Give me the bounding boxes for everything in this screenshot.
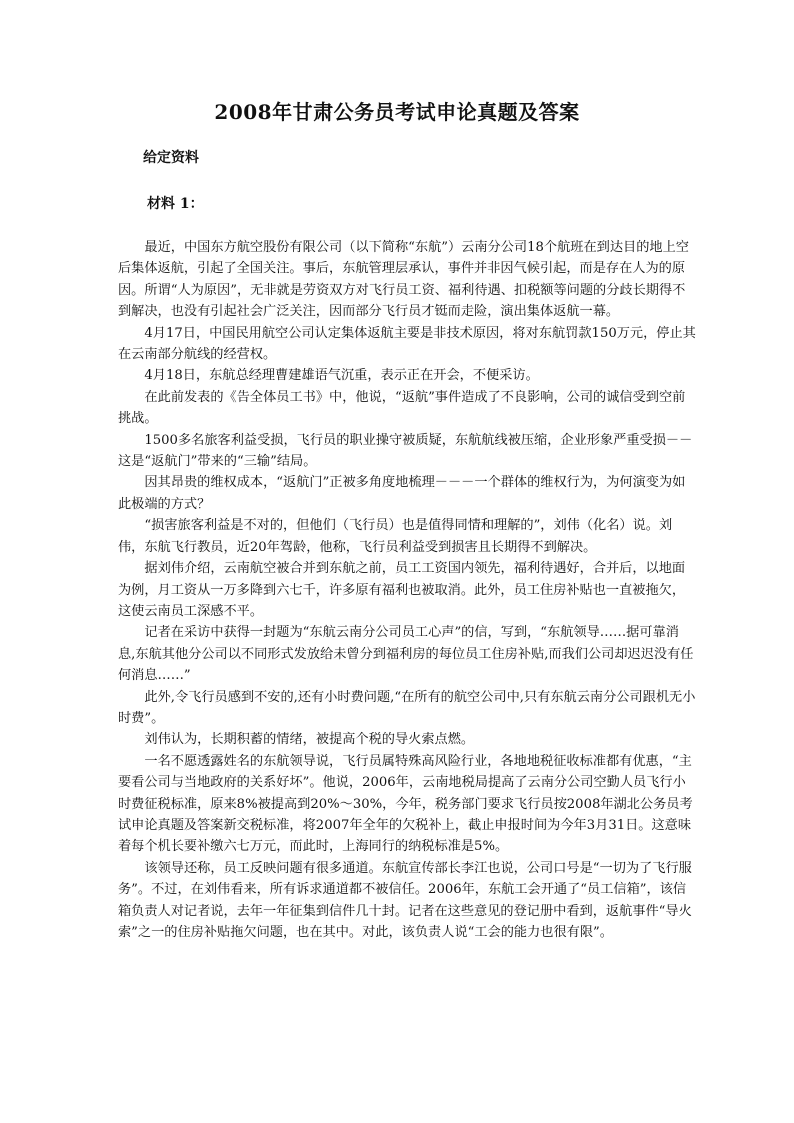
paragraph: 4月17日，中国民用航空公司认定集体返航主要是非技术原因，将对东航罚款150万元，停止其在云南部分航线的经营权。 [118,325,696,363]
paragraph: 一名不愿透露姓名的东航领导说，飞行员属特殊高风险行业，各地地税征收标准都有优惠，“主要看公司与当地政府的关系好坏”。他说，2006年，云南地税局提高了云南分公司空勤人员飞行小时费征税标准，原来8%被提高到20%～30%，今年，税务部门要求飞行员按2008年湖北公务员考试申论真题及答案新交税标准，将2007年全年的欠税补上，截止申报时间为今年3月31日。这意味着每个机长要补缴六七万元，而此时，上海同行的纳税标准是5%。 [118,753,693,855]
paragraph: 4月18日，东航总经理曹建雄语气沉重，表示正在开会，不便采访。 [144,368,539,384]
subsection-heading: 材料 1： [147,196,204,212]
paragraph: “损害旅客利益是不对的，但他们（飞行员）也是值得同情和理解的”，刘伟（化名）说。刘伟，东航飞行教员，近20年驾龄，他称，飞行员利益受到损害且长期得不到解决。 [118,518,673,555]
paragraph: 据刘伟介绍，云南航空被合并到东航之前，员工工资国内领先，福利待遇好，合并后，以地面为例，月工资从一万多降到六七千，许多原有福利也被取消。此外，员工住房补贴也一直被拖欠，这使云南员工深感不平。 [118,561,686,619]
paragraph: 在此前发表的《告全体员工书》中，他说，“返航”事件造成了不良影响，公司的诚信受到空前挑战。 [118,389,686,427]
paragraph: 该领导还称，员工反映问题有很多通道。东航宣传部长李江也说，公司口号是“一切为了飞行服务”。不过，在刘伟看来，所有诉求通道都不被信任。2006年，东航工会开通了“员工信箱”，该信箱负责人对记者说，去年一年征集到信件几十封。记者在这些意见的登记册中看到，返航事件“导火索”之一的住房补贴拖欠问题，也在其中。对此，该负责人说“工会的能力也很有限”。 [118,860,692,940]
document-title: 2008年甘肃公务员考试申论真题及答案 [214,100,580,124]
paragraph: 1500多名旅客利益受损，飞行员的职业操守被质疑，东航航线被压缩，企业形象严重受损－－这是“返航门”带来的“三输”结局。 [118,432,693,470]
paragraph: 记者在采访中获得一封题为“东航云南分公司员工心声”的信，写到，“东航领导……据可靠消息,东航其他分公司以不同形式发放给未曾分到福利房的每位员工住房补贴,而我们公司却迟迟没有任何消息……” [118,625,694,684]
paragraph: 最近，中国东方航空股份有限公司（以下简称“东航”）云南分公司18个航班在到达目的地上空后集体返航，引起了全国关注。事后，东航管理层承认，事件并非因气候引起，而是存在人为的原因。所谓“人为原因”，无非就是劳资双方对飞行员工资、福利待遇、扣税额等问题的分歧长期得不到解决，也没有引起社会广泛关注，因而部分飞行员才铤而走险，演出集体返航一幕。 [118,240,689,320]
paragraph: 因其昂贵的维权成本，“返航门”正被多角度地梳理－－－一个群体的维权行为，为何演变为如此极端的方式？ [118,475,686,512]
body-text [118,237,696,943]
paragraph: 刘伟认为，长期积蓄的情绪，被提高个税的导火索点燃。 [144,732,475,748]
section-heading: 给定资料 [143,150,199,166]
paragraph: 此外,令飞行员感到不安的,还有小时费问题,“在所有的航空公司中,只有东航云南分公司跟机无小时费”。 [118,689,696,726]
